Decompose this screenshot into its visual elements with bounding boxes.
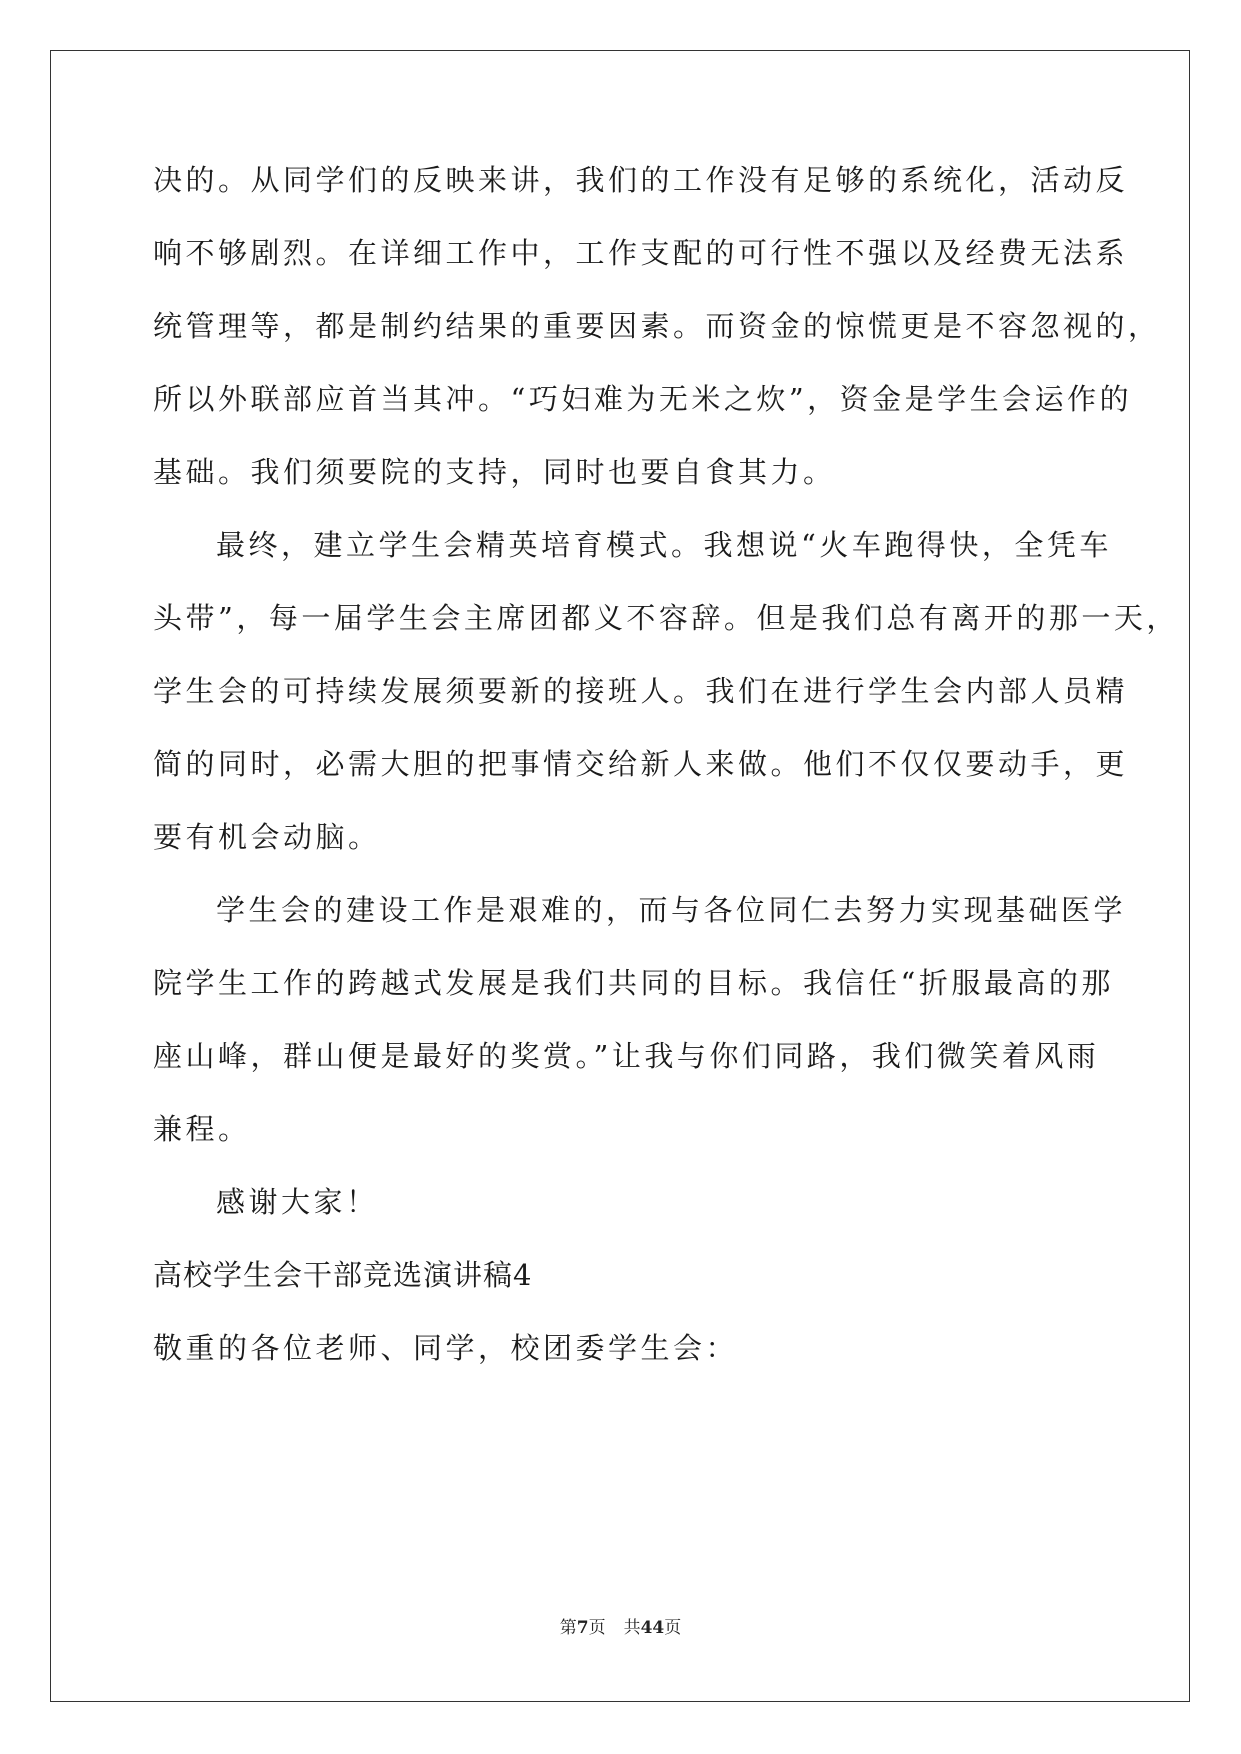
page-frame bbox=[50, 50, 1190, 1702]
text-line: 所以外联部应首当其冲。“巧妇难为无米之炊”，资金是学生会运作的 bbox=[153, 382, 1133, 416]
salutation: 敬重的各位老师、同学，校团委学生会： bbox=[153, 1331, 739, 1365]
text-line: 统管理等，都是制约结果的重要因素。而资金的惊慌更是不容忽视的， bbox=[153, 309, 1161, 343]
text-line: 决的。从同学们的反映来讲，我们的工作没有足够的系统化，活动反 bbox=[153, 163, 1129, 197]
text-line: 头带”，每一届学生会主席团都义不容辞。但是我们总有离开的那一天， bbox=[153, 601, 1179, 635]
total-prefix: 共 bbox=[623, 1618, 641, 1638]
page-footer bbox=[0, 1617, 1241, 1639]
text-line: 学生会的建设工作是艰难的，而与各位同仁去努力实现基础医学 bbox=[216, 893, 1127, 927]
text-line: 兼程。 bbox=[153, 1112, 251, 1146]
text-line: 要有机会动脑。 bbox=[153, 820, 381, 854]
text-line: 最终，建立学生会精英培育模式。我想说“火车跑得快，全凭车 bbox=[216, 528, 1112, 562]
page-number: 7 bbox=[576, 1618, 589, 1638]
page-prefix: 第 bbox=[559, 1618, 577, 1638]
thanks-line: 感谢大家！ bbox=[216, 1185, 379, 1219]
section-title: 高校学生会干部竞选演讲稿4 bbox=[153, 1258, 533, 1292]
total-pages: 44 bbox=[640, 1618, 665, 1638]
text-line: 院学生工作的跨越式发展是我们共同的目标。我信任“折服最高的那 bbox=[153, 966, 1114, 1000]
text-line: 响不够剧烈。在详细工作中，工作支配的可行性不强以及经费无法系 bbox=[153, 236, 1129, 270]
page-suffix: 页 bbox=[588, 1618, 606, 1638]
text-line: 简的同时，必需大胆的把事情交给新人来做。他们不仅仅要动手，更 bbox=[153, 747, 1129, 781]
text-line: 学生会的可持续发展须要新的接班人。我们在进行学生会内部人员精 bbox=[153, 674, 1129, 708]
total-suffix: 页 bbox=[664, 1618, 682, 1638]
text-line: 基础。我们须要院的支持，同时也要自食其力。 bbox=[153, 455, 836, 489]
text-line: 座山峰，群山便是最好的奖赏。”让我与你们同路，我们微笑着风雨 bbox=[153, 1039, 1100, 1073]
